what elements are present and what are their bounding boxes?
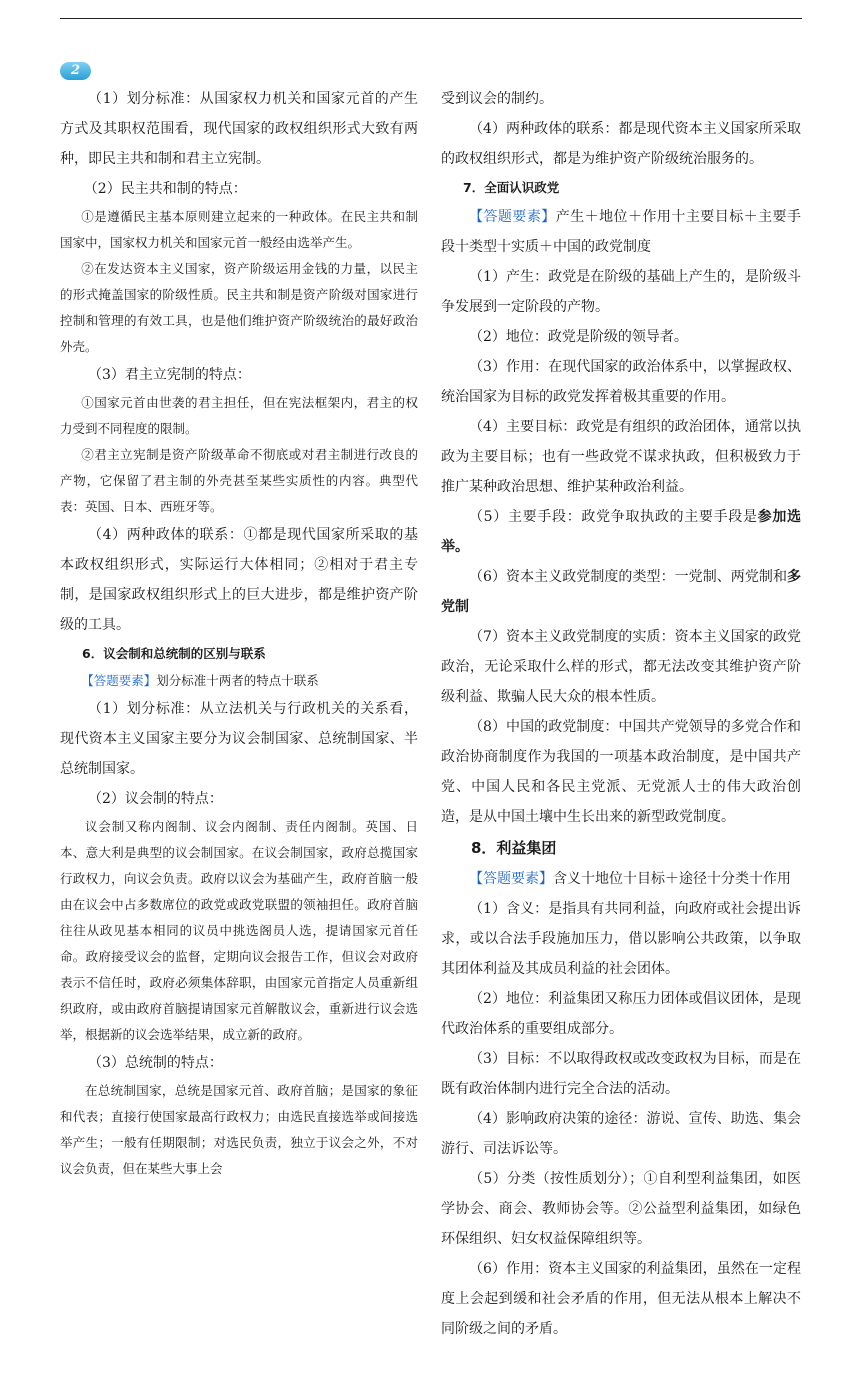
paragraph: （2）民主共和制的特点： xyxy=(83,181,247,197)
answer-key-tag: 【答题要素】 xyxy=(81,673,157,688)
answer-key-text: 划分标准十两者的特点十联系 xyxy=(156,673,319,688)
paragraph: （2）地位：利益集团又称压力团体或倡议团体，是现代政治体系的重要组成部分。 xyxy=(441,991,801,1037)
paragraph: （8）中国的政党制度：中国共产党领导的多党合作和政治协商制度作为我国的一项基本政治制度，是中国共产党、中国人民和各民主党派、无党派人士的伟大政治创造，是从中国土壤中生长出来的新型政党制度。 xyxy=(441,719,801,825)
paragraph: （3）作用：在现代国家的政治体系中，以掌握政权、统治国家为目标的政党发挥着极其重要的作用。 xyxy=(441,359,801,405)
section-heading-8: 8．利益集团 xyxy=(471,839,557,857)
paragraph: （4）主要目标：政党是有组织的政治团体，通常以执政为主要目标；也有一些政党不谋求执政，但积极致力于推广某种政治思想、维护某种政治利益。 xyxy=(441,419,801,495)
paragraph: ②在发达资本主义国家，资产阶级运用金钱的力量，以民主的形式掩盖国家的阶级性质。民主共和制是资产阶级对国家进行控制和管理的有效工具，也是他们维护资产阶级统治的最好政治外壳。 xyxy=(60,261,418,354)
paragraph: （2）议会制的特点： xyxy=(88,791,223,807)
left-column xyxy=(60,84,418,1182)
section-heading-6: 6．议会制和总统制的区别与联系 xyxy=(82,646,266,661)
answer-key-text: 含义十地位十目标＋途径十分类十作用 xyxy=(553,871,791,887)
bold-text: 多党制 xyxy=(441,569,801,615)
text: （5）主要手段：政党争取执政的主要手段是 xyxy=(469,509,758,525)
paragraph: （3）目标：不以取得政权或改变政权为目标，而是在既有政治体制内进行完全合法的活动。 xyxy=(441,1051,801,1097)
paragraph xyxy=(441,562,801,622)
paragraph: （4）影响政府决策的途径：游说、宣传、助选、集会游行、司法诉讼等。 xyxy=(441,1111,801,1157)
paragraph: ②君主立宪制是资产阶级革命不彻底或对君主制进行改良的产物，它保留了君主制的外壳甚至某些实质性的内容。典型代表：英国、日本、西班牙等。 xyxy=(60,447,418,514)
paragraph: （3）君主立宪制的特点： xyxy=(88,367,251,383)
header-rule xyxy=(60,18,802,19)
paragraph: （1）产生：政党是在阶级的基础上产生的，是阶级斗争发展到一定阶段的产物。 xyxy=(441,269,801,315)
page-number-badge: 2 xyxy=(60,62,91,80)
paragraph: （1）含义：是指具有共同利益，向政府或社会提出诉求，或以合法手段施加压力，借以影响公共政策，以争取其团体利益及其成员利益的社会团体。 xyxy=(441,901,801,977)
paragraph: （7）资本主义政党制度的实质：资本主义国家的政党政治，无论采取什么样的形式，都无法改变其维护资产阶级利益、欺骗人民大众的根本性质。 xyxy=(441,629,801,705)
paragraph: （4）两种政体的联系：都是现代资本主义国家所采取的政权组织形式，都是为维护资产阶级统治服务的。 xyxy=(441,121,801,167)
answer-key-text: 产生＋地位＋作用十主要目标＋主要手段十类型十实质＋中国的政党制度 xyxy=(441,209,802,255)
paragraph xyxy=(441,502,801,562)
section-heading-7: 7．全面认识政党 xyxy=(463,180,560,195)
paragraph: （5）分类（按性质划分）；①自利型利益集团，如医学协会、商会、教师协会等。②公益型利益集团，如绿色环保组织、妇女权益保障组织等。 xyxy=(441,1171,801,1247)
right-column xyxy=(441,84,801,1344)
paragraph: （6）作用：资本主义国家的利益集团，虽然在一定程度上会起到缓和社会矛盾的作用，但无法从根本上解决不同阶级之间的矛盾。 xyxy=(441,1261,801,1337)
answer-key-line xyxy=(60,668,418,694)
paragraph: 受到议会的制约。 xyxy=(441,91,553,107)
paragraph: 议会制又称内阁制、议会内阁制、责任内阁制。英国、日本、意大利是典型的议会制国家。在议会制国家，政府总揽国家行政权力，向议会负责。政府以议会为基础产生，政府首脑一般由在议会中占多数席位的政党或政党联盟的领袖担任。政府首脑往往从政见基本相同的议员中挑选阁员人选，提请国家元首任命。政府接受议会的监督，定期向议会报告工作，但议会对政府表示不信任时，政府必须集体辞职，由国家元首指定人员重新组织政府，或由政府首脑提请国家元首解散议会，重新进行议会选举，根据新的议会选举结果，成立新的政府。 xyxy=(60,819,418,1042)
paragraph: ①国家元首由世袭的君主担任，但在宪法框架内，君主的权力受到不同程度的限制。 xyxy=(60,395,418,436)
bold-text: 参加选举。 xyxy=(441,509,802,555)
paragraph: （2）地位：政党是阶级的领导者。 xyxy=(469,329,688,345)
text: （6）资本主义政党制度的类型：一党制、两党制和 xyxy=(469,569,787,585)
answer-key-line xyxy=(441,202,801,262)
paragraph: （3）总统制的特点： xyxy=(88,1055,223,1071)
paragraph: 在总统制国家，总统是国家元首、政府首脑；是国家的象征和代表；直接行使国家最高行政权力；由选民直接选举或间接选举产生；一般有任期限制；对选民负责，独立于议会之外，不对议会负责，但在某些大事上会 xyxy=(60,1083,418,1176)
answer-key-tag: 【答题要素】 xyxy=(469,871,553,887)
paragraph: （1）划分标准：从国家权力机关和国家元首的产生方式及其职权范围看，现代国家的政权组织形式大致有两种，即民主共和制和君主立宪制。 xyxy=(60,91,418,167)
paragraph: （1）划分标准：从立法机关与行政机关的关系看，现代资本主义国家主要分为议会制国家、总统制国家、半总统制国家。 xyxy=(60,701,418,777)
paragraph: ①是遵循民主基本原则建立起来的一种政体。在民主共和制国家中，国家权力机关和国家元首一般经由选举产生。 xyxy=(60,209,418,250)
paragraph: （4）两种政体的联系：①都是现代国家所采取的基本政权组织形式，实际运行大体相同；②相对于君主专制，是国家政权组织形式上的巨大进步，都是维护资产阶级的工具。 xyxy=(60,527,418,633)
answer-key-tag: 【答题要素】 xyxy=(469,209,556,225)
answer-key-line xyxy=(441,864,801,894)
